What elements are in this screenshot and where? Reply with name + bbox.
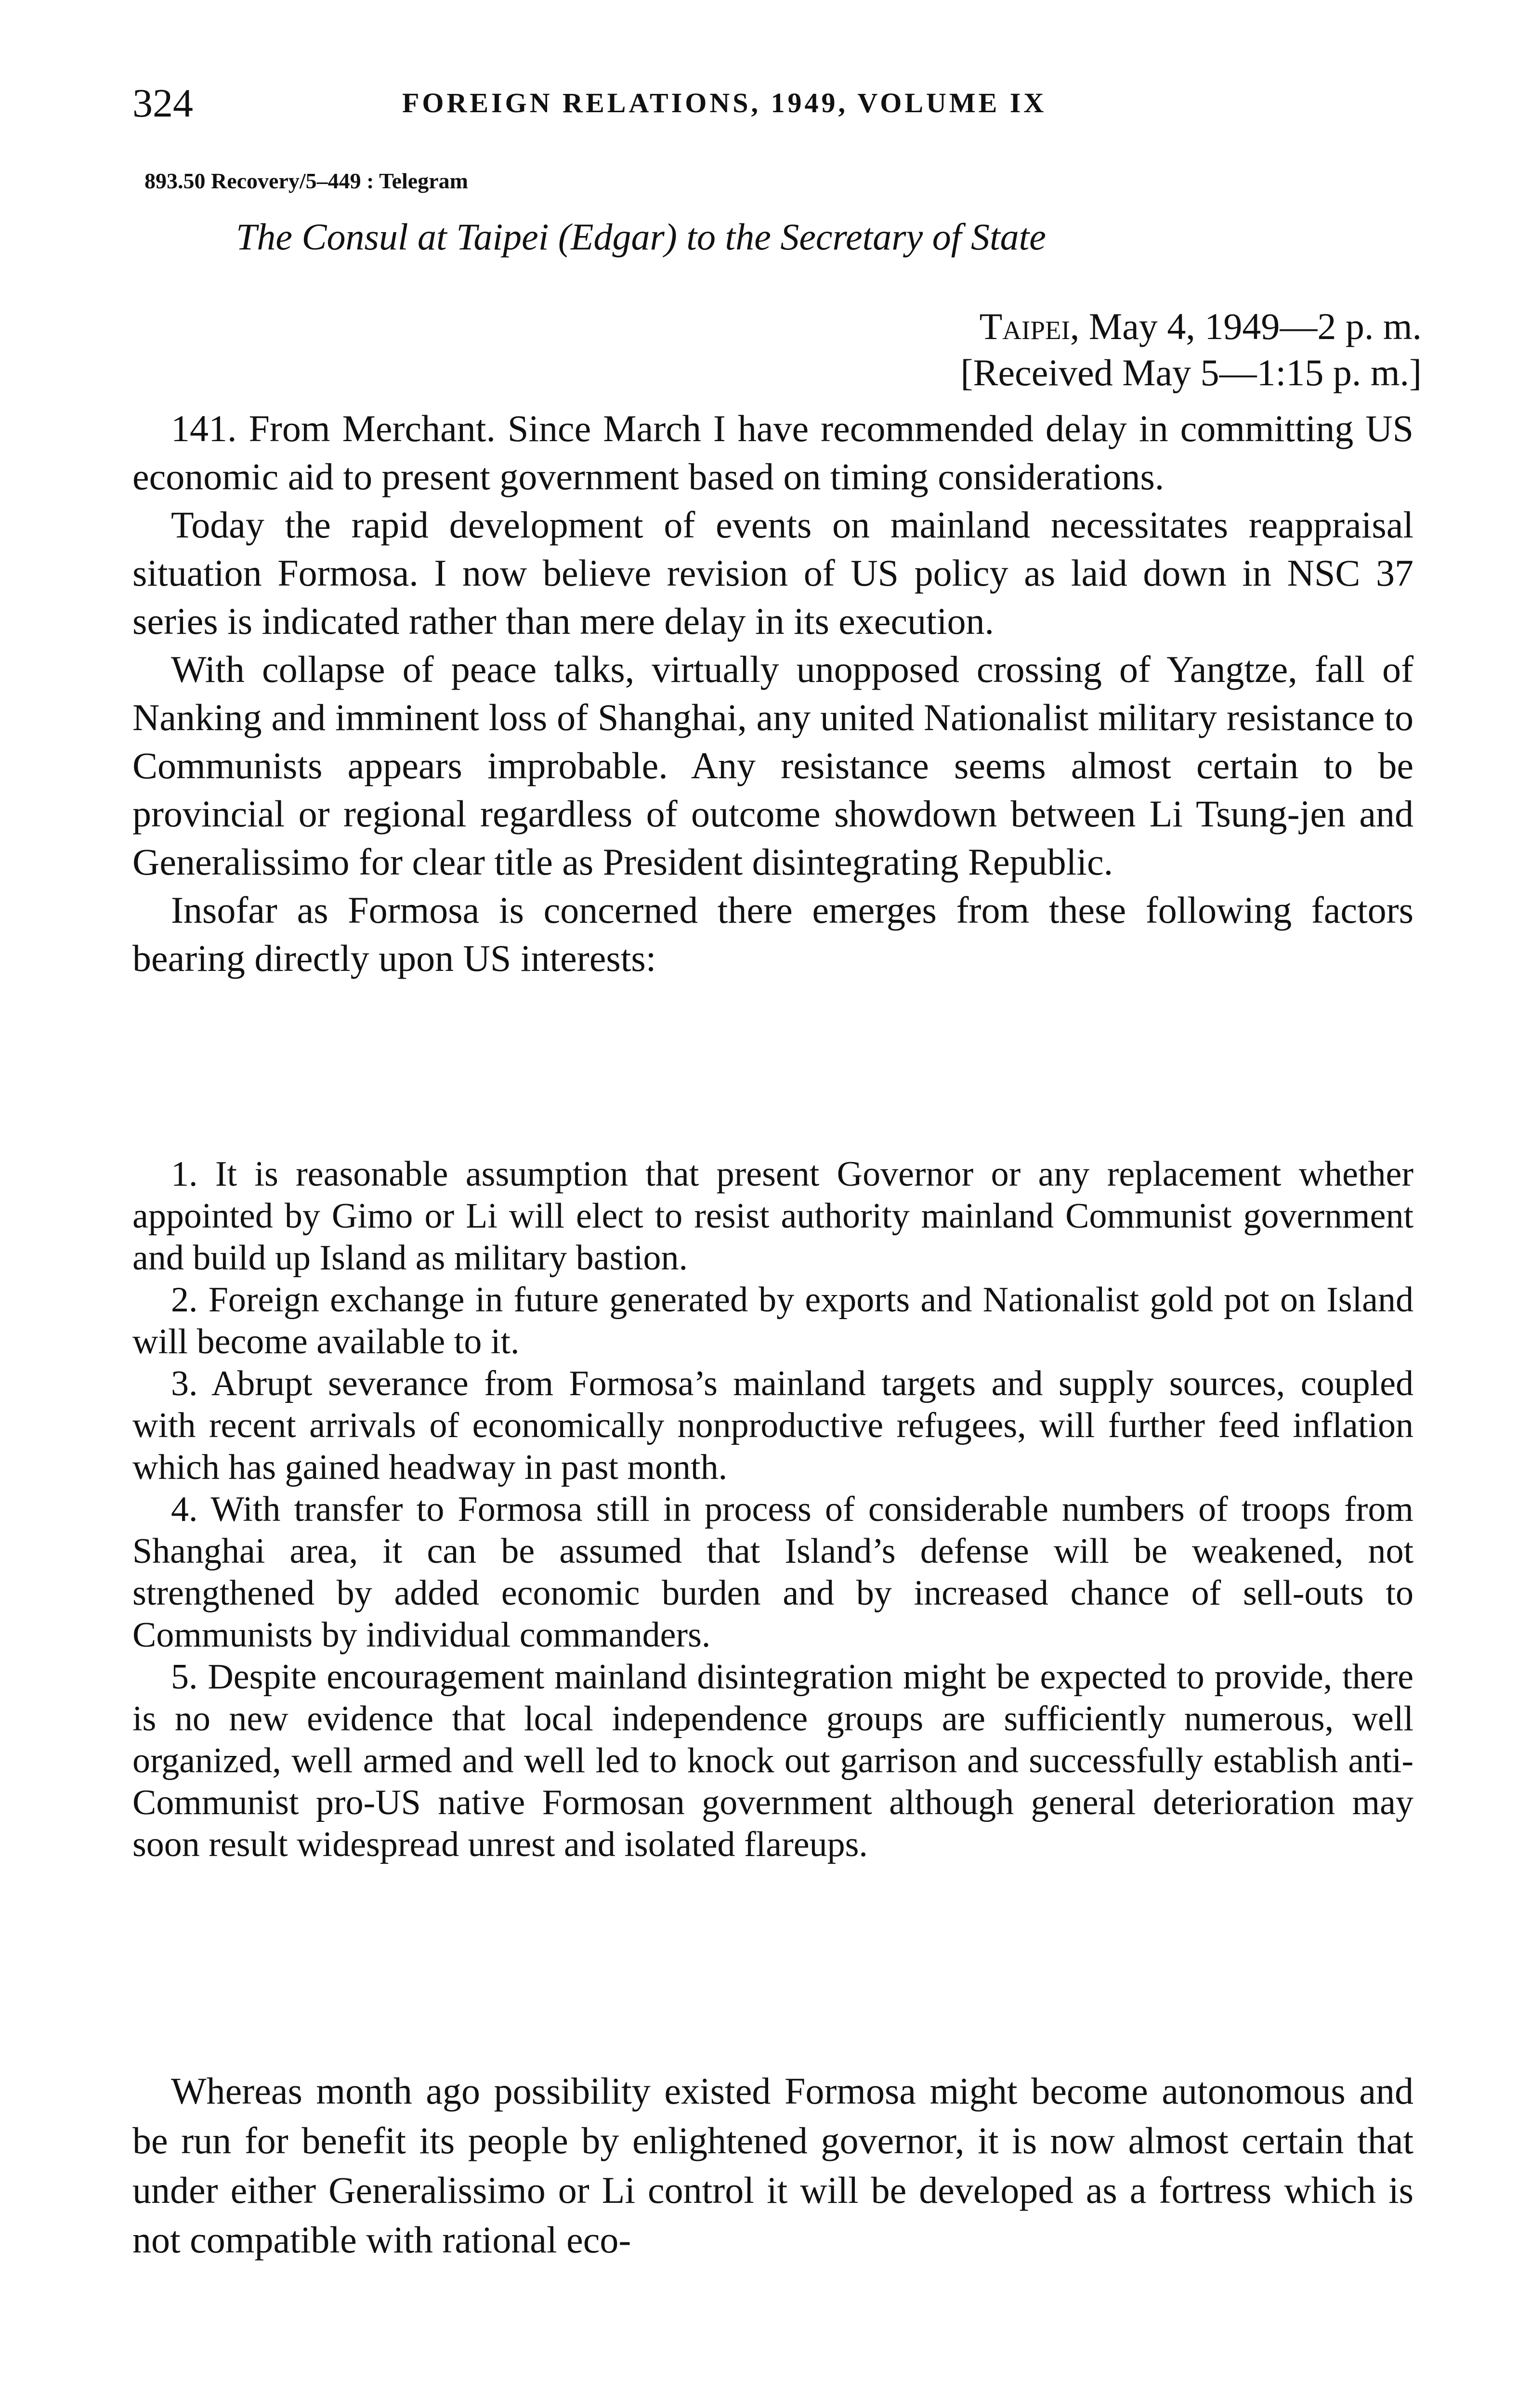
numbered-list [132, 1153, 1413, 1866]
dateline-place: Taipei [979, 305, 1070, 347]
closing-paragraph: Whereas month ago possibility existed Formosa might become autonomous and be run for benefit its people by enlightened governor, it is now almost certain that under either Generalissimo or Li control it will be developed as a fortress which is not compatible with rational eco- [132, 2070, 1413, 2261]
dateline-date: , May 4, 1949—2 p. m. [1070, 305, 1422, 347]
document-title: The Consul at Taipei (Edgar) to the Secretary of State [236, 216, 1046, 258]
paragraph: Insofar as Formosa is concerned there emerges from these following factors bearing directly upon US interests: [132, 889, 1413, 979]
dateline [961, 303, 1422, 396]
page-number: 324 [132, 81, 193, 126]
dateline-sent [961, 303, 1422, 350]
dateline-received: [Received May 5—1:15 p. m.] [960, 352, 1422, 393]
body-text [132, 405, 1413, 982]
file-reference: 893.50 Recovery/5–449 : Telegram [144, 169, 468, 193]
paragraph: Today the rapid development of events on mainland necessitates reappraisal situation Formosa. I now believe revision of US policy as laid down in NSC 37 series is indicated rather than mere delay in its execution. [132, 504, 1413, 642]
numbered-item: 4. With transfer to Formosa still in process of considerable numbers of troops from Shanghai area, it can be assumed that Island’s defense will be weakened, not strengthened by added economic burden and by increased chance of sell-outs to Communists by individual commanders. [132, 1490, 1413, 1655]
paragraph: With collapse of peace talks, virtually unopposed crossing of Yangtze, fall of Nanking and imminent loss of Shanghai, any united Nationalist military resistance to Communists appears improbable. Any resistance seems almost certain to be provincial or regional regardless of outcome showdown between Li Tsung-jen and Generalissimo for clear title as President disintegrating Republic. [132, 648, 1413, 883]
numbered-item: 2. Foreign exchange in future generated by exports and Nationalist gold pot on Island will become available to it. [132, 1280, 1413, 1361]
numbered-item: 3. Abrupt severance from Formosa’s mainland targets and supply sources, coupled with recent arrivals of economically nonproductive refugees, will further feed inflation which has gained headway in past month. [132, 1364, 1413, 1487]
numbered-item: 5. Despite encouragement mainland disintegration might be expected to provide, there is no new evidence that local independence groups are sufficiently numerous, well organized, well armed and well led to knock out garrison and successfully establish anti-Communist pro-US native Formosan government although general deterioration may soon result widespread unrest and isolated flareups. [132, 1657, 1413, 1864]
running-title: FOREIGN RELATIONS, 1949, VOLUME IX [402, 87, 1047, 118]
paragraph: 141. From Merchant. Since March I have recommended delay in committing US economic aid to present government based on timing considerations. [132, 407, 1413, 497]
numbered-item: 1. It is reasonable assumption that present Governor or any replacement whether appointed by Gimo or Li will elect to resist authority mainland Communist government and build up Island as military bastion. [132, 1154, 1413, 1278]
running-head [132, 77, 1423, 130]
closing-text [132, 2066, 1413, 2264]
